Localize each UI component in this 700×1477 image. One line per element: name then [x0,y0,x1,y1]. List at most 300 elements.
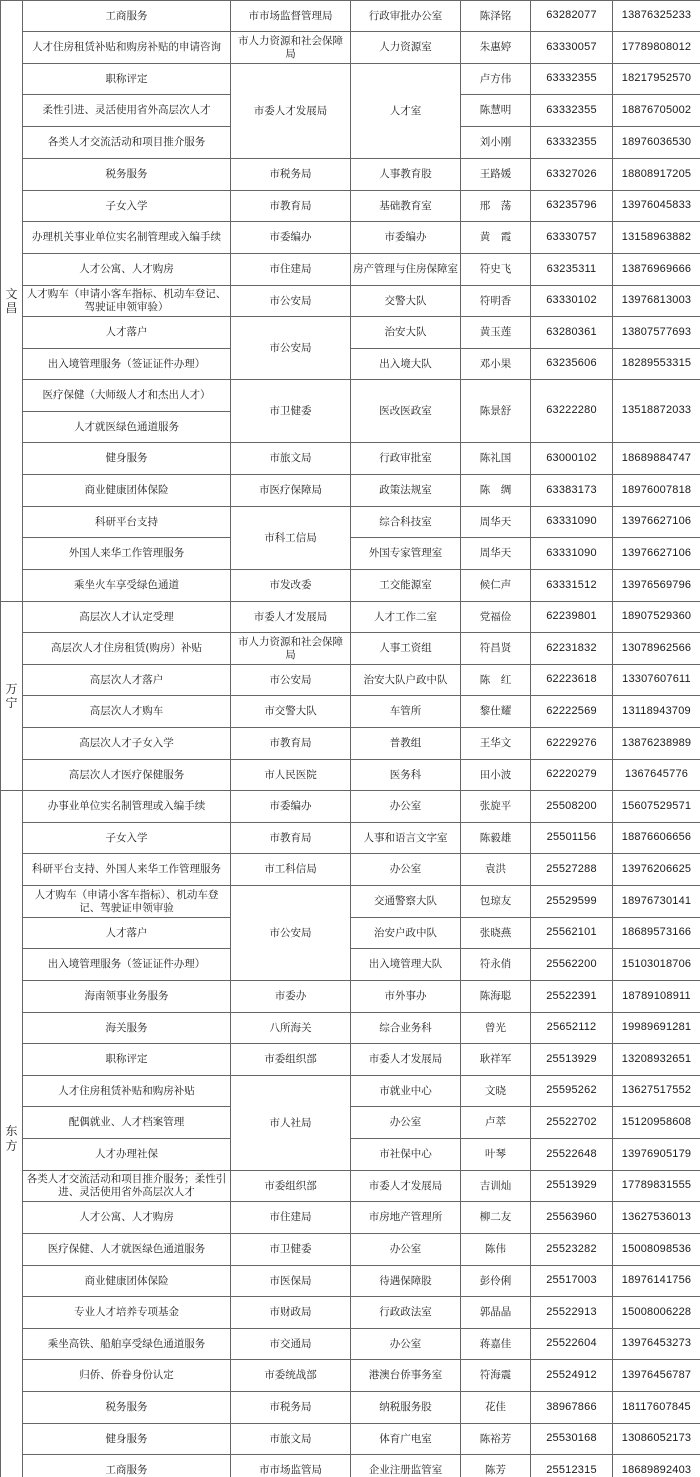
mobile-phone-cell: 13158963882 [613,222,700,254]
mobile-phone-cell: 18976007818 [613,475,700,507]
department-cell: 市税务局 [231,1392,351,1424]
table-row [1,1329,700,1360]
office-phone-cell: 63330757 [531,222,613,254]
contact-person-cell: 党福俭 [461,602,531,633]
office-phone-cell: 63331090 [531,538,613,570]
department-cell: 市人社局 [231,1076,351,1171]
office-cell: 治安户政中队 [351,918,461,949]
contact-person-cell: 符明香 [461,286,531,317]
mobile-phone-cell: 13627517552 [613,1076,700,1107]
contact-person-cell: 吉训灿 [461,1171,531,1202]
service-item-cell: 海南领事业务服务 [23,981,231,1013]
department-cell: 市住建局 [231,1202,351,1234]
service-item-cell: 人才落户 [23,918,231,949]
service-item-cell: 人才住房租赁补贴和购房补贴的申请咨询 [23,32,231,64]
mobile-phone-cell: 13976456787 [613,1360,700,1392]
office-cell: 人事教育股 [351,159,461,191]
office-cell: 办公室 [351,854,461,886]
region-cell: 东 方 [1,791,23,1477]
department-cell: 市委组织部 [231,1044,351,1076]
table-row [1,538,700,570]
service-item-cell: 高层次人才医疗保健服务 [23,760,231,791]
table-row [1,1044,700,1076]
service-item-cell: 人才公寓、人才购房 [23,254,231,286]
office-cell: 治安大队 [351,317,461,349]
department-cell: 市公安局 [231,286,351,317]
office-phone-cell: 25652112 [531,1013,613,1044]
mobile-phone-cell: 15607529571 [613,791,700,823]
office-phone-cell: 63235796 [531,191,613,222]
office-phone-cell: 25513929 [531,1171,613,1202]
contact-person-cell: 卢方伟 [461,64,531,95]
office-cell: 市社保中心 [351,1139,461,1171]
service-item-cell: 子女入学 [23,191,231,222]
contact-person-cell: 蒋嘉佳 [461,1329,531,1360]
mobile-phone-cell: 18217952570 [613,64,700,95]
contact-person-cell: 郭晶晶 [461,1297,531,1329]
contact-person-cell: 陈裕芳 [461,1424,531,1455]
department-cell: 市旅文局 [231,443,351,475]
service-item-cell: 海关服务 [23,1013,231,1044]
office-cell: 行政审批室 [351,443,461,475]
service-item-cell: 配偶就业、人才档案管理 [23,1107,231,1139]
service-item-cell: 办事业单位实名制管理或入编手续 [23,791,231,823]
table-row [1,1360,700,1392]
mobile-phone-cell: 15120958608 [613,1107,700,1139]
department-cell: 市委人才发展局 [231,64,351,159]
contact-person-cell: 黄玉莲 [461,317,531,349]
table-row [1,1202,700,1234]
mobile-phone-cell: 13518872033 [613,380,700,443]
contact-person-cell: 陈毅雄 [461,823,531,854]
table-row [1,1455,700,1477]
table-row [1,64,700,95]
contact-person-cell: 朱惠婷 [461,32,531,64]
office-phone-cell: 62229276 [531,728,613,760]
office-phone-cell: 63327026 [531,159,613,191]
department-cell: 市教育局 [231,191,351,222]
contact-person-cell: 陈礼国 [461,443,531,475]
contact-person-cell: 王华文 [461,728,531,760]
office-cell: 纳税服务股 [351,1392,461,1424]
department-cell: 市人民医院 [231,760,351,791]
service-item-cell: 人才落户 [23,317,231,349]
contact-person-cell: 田小波 [461,760,531,791]
office-cell: 体育广电室 [351,1424,461,1455]
mobile-phone-cell: 13807577693 [613,317,700,349]
contact-person-cell: 刘小刚 [461,127,531,159]
office-cell: 港澳台侨事务室 [351,1360,461,1392]
office-phone-cell: 63280361 [531,317,613,349]
office-phone-cell: 25512315 [531,1455,613,1477]
office-phone-cell: 25522913 [531,1297,613,1329]
service-item-cell: 出入境管理服务（签证证件办理） [23,949,231,981]
department-cell: 市公安局 [231,317,351,380]
contact-person-cell: 陈伟 [461,1234,531,1266]
table-row [1,507,700,538]
mobile-phone-cell: 15008098536 [613,1234,700,1266]
table-row [1,380,700,412]
service-item-cell: 办理机关事业单位实名制管理或入编手续 [23,222,231,254]
office-cell: 市就业中心 [351,1076,461,1107]
office-phone-cell: 25562200 [531,949,613,981]
office-phone-cell: 25562101 [531,918,613,949]
department-cell: 市教育局 [231,728,351,760]
mobile-phone-cell: 18689573166 [613,918,700,949]
department-cell: 八所海关 [231,1013,351,1044]
contact-person-cell: 叶琴 [461,1139,531,1171]
mobile-phone-cell: 13876969666 [613,254,700,286]
service-item-cell: 出入境管理服务（签证证件办理） [23,349,231,380]
office-cell: 医改医政室 [351,380,461,443]
contact-person-cell: 陈慧明 [461,95,531,127]
service-item-cell: 职称评定 [23,1044,231,1076]
department-cell: 市委办 [231,981,351,1013]
department-cell: 市发改委 [231,570,351,602]
contact-person-cell: 文晓 [461,1076,531,1107]
table-row [1,949,700,981]
service-item-cell: 高层次人才子女入学 [23,728,231,760]
contact-person-cell: 黄 霞 [461,222,531,254]
office-cell: 人才工作二室 [351,602,461,633]
office-phone-cell: 25529599 [531,886,613,918]
mobile-phone-cell: 18689884747 [613,443,700,475]
contact-person-cell: 彭伶俐 [461,1266,531,1297]
contact-person-cell: 曾光 [461,1013,531,1044]
table-row [1,854,700,886]
table-row [1,981,700,1013]
department-cell: 市人力资源和社会保障局 [231,633,351,665]
office-cell: 办公室 [351,1234,461,1266]
service-item-cell: 税务服务 [23,1392,231,1424]
office-cell: 办公室 [351,1329,461,1360]
office-phone-cell: 38967866 [531,1392,613,1424]
service-item-cell: 人才购车（申请小客车指标）、机动车登记、驾驶证申领审验 [23,886,231,918]
office-phone-cell: 63000102 [531,443,613,475]
office-cell: 市房地产管理所 [351,1202,461,1234]
table-row [1,602,700,633]
table-row [1,696,700,728]
office-phone-cell: 25522648 [531,1139,613,1171]
office-cell: 综合业务科 [351,1013,461,1044]
table-row [1,222,700,254]
contact-person-cell: 王路媛 [461,159,531,191]
department-cell: 市市场监管局 [231,1455,351,1477]
mobile-phone-cell: 18907529360 [613,602,700,633]
service-item-cell: 医疗保健、人才就医绿色通道服务 [23,1234,231,1266]
service-item-cell: 各类人才交流活动和项目推介服务 [23,127,231,159]
service-item-cell: 乘坐火车享受绿色通道 [23,570,231,602]
mobile-phone-cell: 13627536013 [613,1202,700,1234]
service-item-cell: 柔性引进、灵活使用省外高层次人才 [23,95,231,127]
mobile-phone-cell: 13876238989 [613,728,700,760]
region-cell: 万 宁 [1,602,23,791]
mobile-phone-cell: 18876705002 [613,95,700,127]
department-cell: 市交警大队 [231,696,351,728]
office-phone-cell: 63332355 [531,127,613,159]
service-item-cell: 专业人才培养专项基金 [23,1297,231,1329]
contact-person-cell: 符海震 [461,1360,531,1392]
contact-person-cell: 张晓燕 [461,918,531,949]
department-cell: 市财政局 [231,1297,351,1329]
table-row [1,1392,700,1424]
service-item-cell: 科研平台支持 [23,507,231,538]
contact-person-cell: 陈海聪 [461,981,531,1013]
office-cell: 人事工资组 [351,633,461,665]
table-row [1,918,700,949]
mobile-phone-cell: 17789831555 [613,1171,700,1202]
service-item-cell: 高层次人才购车 [23,696,231,728]
table-row [1,1171,700,1202]
contact-person-cell: 陈 绸 [461,475,531,507]
office-cell: 外国专家管理室 [351,538,461,570]
contact-person-cell: 周华天 [461,507,531,538]
contact-person-cell: 周华天 [461,538,531,570]
office-phone-cell: 25522604 [531,1329,613,1360]
table-row [1,1297,700,1329]
service-item-cell: 子女入学 [23,823,231,854]
contact-person-cell: 邢 荡 [461,191,531,222]
service-item-cell: 人才就医绿色通道服务 [23,412,231,443]
office-cell: 市委人才发展局 [351,1044,461,1076]
department-cell: 市医保局 [231,1266,351,1297]
office-phone-cell: 25524912 [531,1360,613,1392]
mobile-phone-cell: 1367645776 [613,760,700,791]
table-row [1,286,700,317]
office-phone-cell: 25517003 [531,1266,613,1297]
office-cell: 办公室 [351,1107,461,1139]
service-item-cell: 人才购车（申请小客车指标、机动车登记、驾驶证申领审验） [23,286,231,317]
table-row [1,1076,700,1107]
service-item-cell: 外国人来华工作管理服务 [23,538,231,570]
office-cell: 房产管理与住房保障室 [351,254,461,286]
contact-person-cell: 袁洪 [461,854,531,886]
service-item-cell: 科研平台支持、外国人来华工作管理服务 [23,854,231,886]
mobile-phone-cell: 13086052173 [613,1424,700,1455]
department-cell: 市委编办 [231,791,351,823]
mobile-phone-cell: 18808917205 [613,159,700,191]
office-cell: 市委人才发展局 [351,1171,461,1202]
office-phone-cell: 25530168 [531,1424,613,1455]
mobile-phone-cell: 19989691281 [613,1013,700,1044]
department-cell: 市工科信局 [231,854,351,886]
office-phone-cell: 62220279 [531,760,613,791]
office-phone-cell: 63332355 [531,95,613,127]
contact-person-cell: 符永俏 [461,949,531,981]
office-phone-cell: 25595262 [531,1076,613,1107]
service-item-cell: 高层次人才落户 [23,665,231,696]
office-cell: 市委编办 [351,222,461,254]
office-phone-cell: 25501156 [531,823,613,854]
mobile-phone-cell: 13976627106 [613,538,700,570]
office-phone-cell: 63330102 [531,286,613,317]
mobile-phone-cell: 13078962566 [613,633,700,665]
mobile-phone-cell: 13307607611 [613,665,700,696]
service-item-cell: 健身服务 [23,443,231,475]
table-row [1,349,700,380]
department-cell: 市人力资源和社会保障局 [231,32,351,64]
department-cell: 市卫健委 [231,1234,351,1266]
office-cell: 政策法规室 [351,475,461,507]
table-row [1,791,700,823]
department-cell: 市住建局 [231,254,351,286]
table-row [1,159,700,191]
office-phone-cell: 63235606 [531,349,613,380]
table-row [1,570,700,602]
department-cell: 市委组织部 [231,1171,351,1202]
department-cell: 市公安局 [231,665,351,696]
office-cell: 人事和语言文字室 [351,823,461,854]
office-phone-cell: 62231832 [531,633,613,665]
table-row [1,317,700,349]
office-cell: 治安大队户政中队 [351,665,461,696]
office-phone-cell: 63282077 [531,1,613,32]
department-cell: 市旅文局 [231,1424,351,1455]
service-item-cell: 归侨、侨眷身份认定 [23,1360,231,1392]
mobile-phone-cell: 13118943709 [613,696,700,728]
mobile-phone-cell: 18976036530 [613,127,700,159]
service-item-cell: 各类人才交流活动和项目推介服务；柔性引进、灵活使用省外高层次人才 [23,1171,231,1202]
contact-person-cell: 陈泽铭 [461,1,531,32]
office-cell: 基础教育室 [351,191,461,222]
service-item-cell: 商业健康团体保险 [23,475,231,507]
department-cell: 市委统战部 [231,1360,351,1392]
department-cell: 市公安局 [231,886,351,981]
department-cell: 市卫健委 [231,380,351,443]
table-row [1,32,700,64]
table-row [1,475,700,507]
office-phone-cell: 25563960 [531,1202,613,1234]
office-phone-cell: 62239801 [531,602,613,633]
service-item-cell: 高层次人才住房租赁(购房）补贴 [23,633,231,665]
office-phone-cell: 63332355 [531,64,613,95]
mobile-phone-cell: 18689892403 [613,1455,700,1477]
table-row [1,1234,700,1266]
office-cell: 车管所 [351,696,461,728]
contact-person-cell: 黎仕耀 [461,696,531,728]
table-row [1,728,700,760]
office-cell: 医务科 [351,760,461,791]
mobile-phone-cell: 18876606656 [613,823,700,854]
service-item-cell: 商业健康团体保险 [23,1266,231,1297]
table-row [1,191,700,222]
contact-person-cell: 花佳 [461,1392,531,1424]
mobile-phone-cell: 13976813003 [613,286,700,317]
department-cell: 市税务局 [231,159,351,191]
contact-person-cell: 符昌贤 [461,633,531,665]
department-cell: 市科工信局 [231,507,351,570]
office-phone-cell: 25527288 [531,854,613,886]
table-row [1,254,700,286]
department-cell: 市委人才发展局 [231,602,351,633]
office-phone-cell: 25522391 [531,981,613,1013]
mobile-phone-cell: 13208932651 [613,1044,700,1076]
mobile-phone-cell: 15008006228 [613,1297,700,1329]
service-item-cell: 人才住房租赁补贴和购房补贴 [23,1076,231,1107]
mobile-phone-cell: 18976730141 [613,886,700,918]
mobile-phone-cell: 18976141756 [613,1266,700,1297]
office-cell: 出入境大队 [351,349,461,380]
office-phone-cell: 63222280 [531,380,613,443]
office-phone-cell: 62222569 [531,696,613,728]
contact-person-cell: 张旋平 [461,791,531,823]
office-cell: 人力资源室 [351,32,461,64]
service-item-cell: 人才办理社保 [23,1139,231,1171]
mobile-phone-cell: 13976045833 [613,191,700,222]
contact-person-cell: 包琼友 [461,886,531,918]
table-row [1,1107,700,1139]
service-item-cell: 高层次人才认定受理 [23,602,231,633]
table-row [1,1139,700,1171]
office-cell: 市外事办 [351,981,461,1013]
contact-person-cell: 卢萃 [461,1107,531,1139]
table-row [1,443,700,475]
department-cell: 市市场监督管理局 [231,1,351,32]
mobile-phone-cell: 13976627106 [613,507,700,538]
contact-person-cell: 柳二友 [461,1202,531,1234]
office-cell: 交通警察大队 [351,886,461,918]
mobile-phone-cell: 17789808012 [613,32,700,64]
office-phone-cell: 25523282 [531,1234,613,1266]
department-cell: 市委编办 [231,222,351,254]
table-row [1,633,700,665]
office-cell: 行政审批办公室 [351,1,461,32]
service-item-cell: 健身服务 [23,1424,231,1455]
mobile-phone-cell: 13976206625 [613,854,700,886]
region-cell: 文 昌 [1,1,23,602]
table-row [1,1013,700,1044]
contact-person-cell: 耿祥军 [461,1044,531,1076]
service-item-cell: 乘坐高铁、船舶享受绿色通道服务 [23,1329,231,1360]
contact-person-cell: 陈 红 [461,665,531,696]
table-row [1,665,700,696]
department-cell: 市教育局 [231,823,351,854]
contact-person-cell: 陈景舒 [461,380,531,443]
service-item-cell: 医疗保健（大师级人才和杰出人才） [23,380,231,412]
office-phone-cell: 63330057 [531,32,613,64]
service-item-cell: 人才公寓、人才购房 [23,1202,231,1234]
table-row [1,886,700,918]
service-item-cell: 工商服务 [23,1,231,32]
contact-person-cell: 邓小果 [461,349,531,380]
office-cell: 综合科技室 [351,507,461,538]
office-cell: 企业注册监管室 [351,1455,461,1477]
department-cell: 市医疗保障局 [231,475,351,507]
mobile-phone-cell: 13976453273 [613,1329,700,1360]
mobile-phone-cell: 13976905179 [613,1139,700,1171]
office-cell: 人才室 [351,64,461,159]
mobile-phone-cell: 13976569796 [613,570,700,602]
office-phone-cell: 63331090 [531,507,613,538]
mobile-phone-cell: 18789108911 [613,981,700,1013]
office-phone-cell: 25508200 [531,791,613,823]
department-cell: 市交通局 [231,1329,351,1360]
mobile-phone-cell: 18289553315 [613,349,700,380]
office-cell: 待遇保障股 [351,1266,461,1297]
mobile-phone-cell: 13876325233 [613,1,700,32]
table-row [1,760,700,791]
office-cell: 行政政法室 [351,1297,461,1329]
table-row [1,823,700,854]
office-cell: 出入境管理大队 [351,949,461,981]
office-phone-cell: 62223618 [531,665,613,696]
mobile-phone-cell: 18117607845 [613,1392,700,1424]
table-row [1,1266,700,1297]
service-item-cell: 税务服务 [23,159,231,191]
contact-person-cell: 符史飞 [461,254,531,286]
table-row [1,1424,700,1455]
contact-person-cell: 候仁声 [461,570,531,602]
